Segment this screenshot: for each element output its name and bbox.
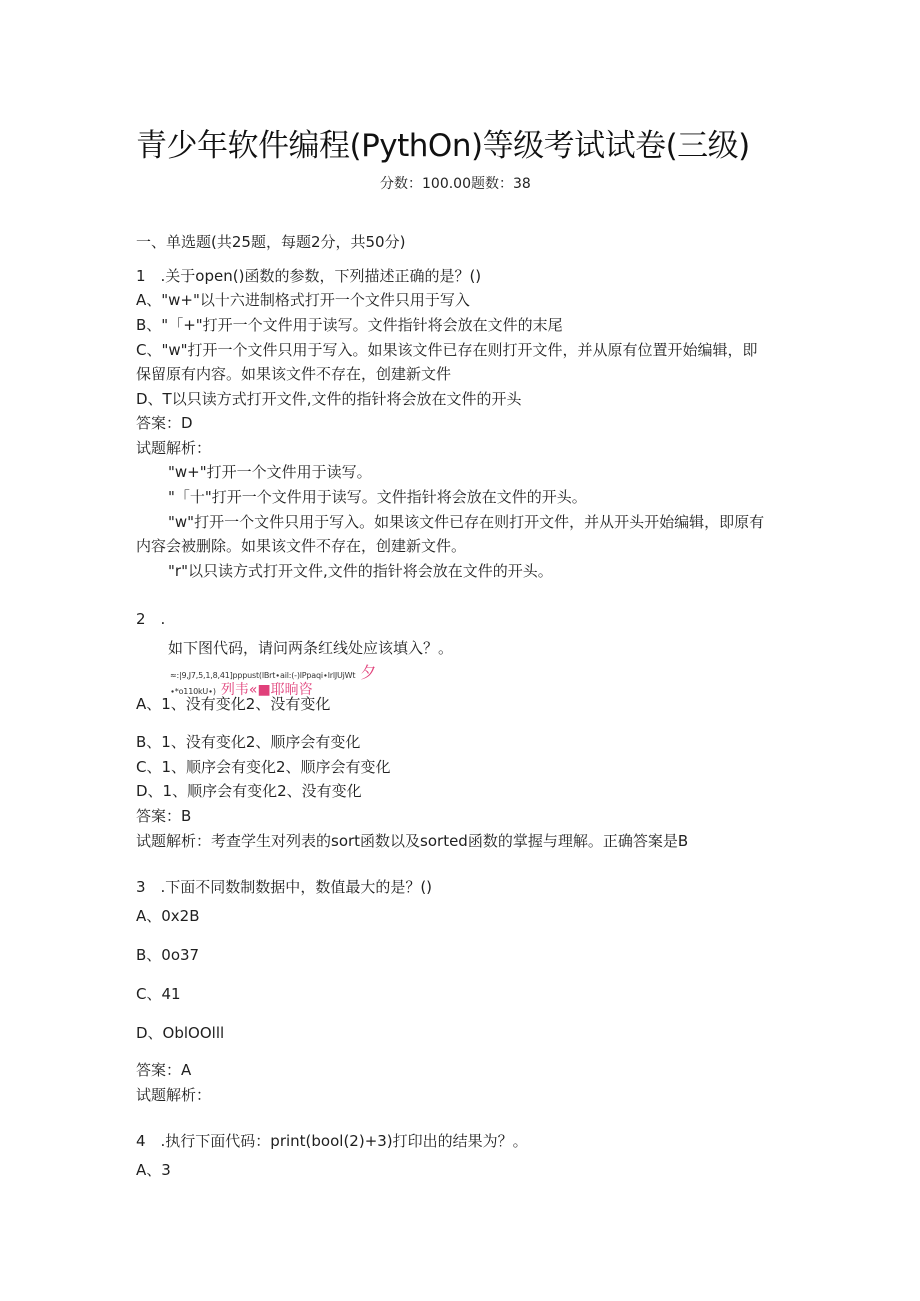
q1-explanation-3b: 内容会被删除。如果该文件不存在，创建新文件。	[136, 537, 467, 555]
q3-option-c: C、41	[136, 985, 181, 1003]
section-heading: 一、单选题(共25题，每题2分，共50分)	[136, 233, 406, 251]
q2-option-d: D、1、顺序会有变化2、没有变化	[136, 782, 362, 800]
q4-option-a: A、3	[136, 1161, 171, 1179]
q3-option-b: B、0o37	[136, 946, 200, 964]
q4-stem: 4 .执行下面代码：print(bool(2)+3)打印出的结果为？。	[136, 1132, 528, 1150]
q2-number: 2 .	[136, 610, 166, 628]
exam-title: 青少年软件编程(PythOn)等级考试试卷(三级)	[136, 128, 750, 164]
q1-explanation-3a: "w"打开一个文件只用于写入。如果该文件已存在则打开文件，并从开头开始编辑，即原有	[168, 513, 765, 531]
q3-analysis-label: 试题解析：	[136, 1086, 212, 1104]
q2-stem: 如下图代码，请问两条红线处应该填入？。	[168, 639, 454, 657]
q2-code-line1-mark: 夕	[360, 663, 377, 682]
q3-answer: 答案：A	[136, 1061, 192, 1079]
q1-explanation-4: "r"以只读方式打开文件,文件的指针将会放在文件的开头。	[168, 562, 553, 580]
q1-stem: 1 .关于open()函数的参数，下列描述正确的是？()	[136, 267, 482, 285]
q1-option-d: D、T以只读方式打开文件,文件的指针将会放在文件的开头	[136, 390, 522, 408]
q2-answer: 答案：B	[136, 807, 192, 825]
q2-analysis: 试题解析：考查学生对列表的sort函数以及sorted函数的掌握与理解。正确答案是B	[136, 832, 689, 850]
q3-option-d: D、OblOOlll	[136, 1024, 225, 1042]
q2-option-c: C、1、顺序会有变化2、顺序会有变化	[136, 758, 391, 776]
q1-option-b: B、"「+"打开一个文件用于读写。文件指针将会放在文件的末尾	[136, 316, 563, 334]
q1-option-c-line2: 保留原有内容。如果该文件不存在，创建新文件	[136, 365, 452, 383]
score-line: 分数：100.00题数：38	[380, 176, 531, 192]
q2-option-a: A、1、没有变化2、没有变化	[136, 695, 331, 713]
q2-code-line1: ≈:|9,J7,5,1,8,41]pppust(lBrt∙ail:(-)lPpaqi∙lrlJUjWt	[170, 671, 356, 680]
q2-code-line2-mark: 列韦«■耶晌咨	[220, 682, 313, 698]
q2-option-b: B、1、没有变化2、顺序会有变化	[136, 733, 361, 751]
q1-explanation-2: "「十"打开一个文件用于读写。文件指针将会放在文件的开头。	[168, 488, 587, 506]
q1-option-a: A、"w+"以十六进制格式打开一个文件只用于写入	[136, 291, 470, 309]
q1-explanation-1: "w+"打开一个文件用于读写。	[168, 463, 372, 481]
q3-option-a: A、0x2B	[136, 907, 200, 925]
q3-stem: 3 .下面不同数制数据中，数值最大的是？()	[136, 878, 433, 896]
q1-option-c-line1: C、"w"打开一个文件只用于写入。如果该文件已存在则打开文件，并从原有位置开始编辑，即	[136, 341, 758, 359]
q2-code-line2: ∙*o110kU∙)	[170, 687, 216, 696]
q1-answer: 答案：D	[136, 414, 193, 432]
q1-analysis-label: 试题解析：	[136, 439, 212, 457]
